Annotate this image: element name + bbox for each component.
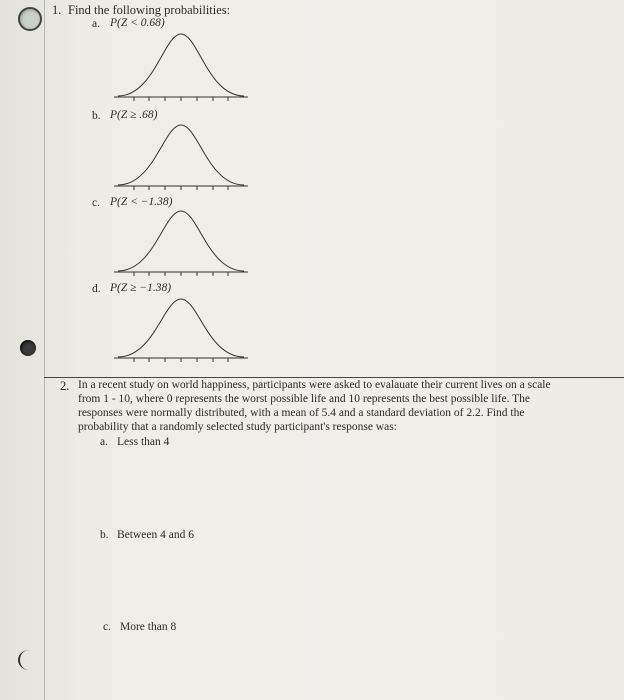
binder-hole-top xyxy=(18,7,42,31)
q1-part-b-letter: b. xyxy=(92,110,101,122)
q1-part-b-expression: P(Z ≥ .68) xyxy=(110,109,158,121)
normal-curve-d xyxy=(114,296,248,366)
normal-curve-c xyxy=(114,208,248,278)
question-2-line-4: probability that a randomly selected study participant's response was: xyxy=(78,421,397,433)
margin-line xyxy=(44,0,45,700)
binder-hole-bottom xyxy=(18,650,40,670)
q2-part-c-text: More than 8 xyxy=(120,621,177,633)
question-2-line-2: from 1 - 10, where 0 represents the worst possible life and 10 represents the best possible life. The xyxy=(78,393,531,405)
normal-curve-b xyxy=(114,122,248,192)
q1-part-c-expression: P(Z < −1.38) xyxy=(110,196,173,208)
q2-part-a-text: Less than 4 xyxy=(117,436,170,448)
q1-part-c-letter: c. xyxy=(92,197,100,209)
normal-curve-a xyxy=(114,30,248,104)
q1-part-a-letter: a. xyxy=(92,18,100,30)
q2-part-c-letter: c. xyxy=(103,621,111,633)
q1-part-d-letter: d. xyxy=(92,283,101,295)
binder-hole-middle xyxy=(20,340,36,356)
question-1-number: 1. xyxy=(52,3,62,17)
q2-part-b-letter: b. xyxy=(100,529,109,541)
question-2-line-3: responses were normally distributed, with a mean of 5.4 and a standard deviation of 2.2. Find the xyxy=(78,407,525,419)
q2-part-b-text: Between 4 and 6 xyxy=(117,529,194,541)
q1-part-a-expression: P(Z < 0.68) xyxy=(110,17,165,29)
q2-part-a-letter: a. xyxy=(100,436,108,448)
q1-part-d-expression: P(Z ≥ −1.38) xyxy=(110,282,172,294)
question-2-number: 2. xyxy=(60,379,70,393)
question-2-line-1: In a recent study on world happiness, participants were asked to evalauate their current lives on a scale xyxy=(78,379,551,391)
section-divider xyxy=(44,377,624,378)
question-1-prompt: Find the following probabilities: xyxy=(68,3,231,17)
